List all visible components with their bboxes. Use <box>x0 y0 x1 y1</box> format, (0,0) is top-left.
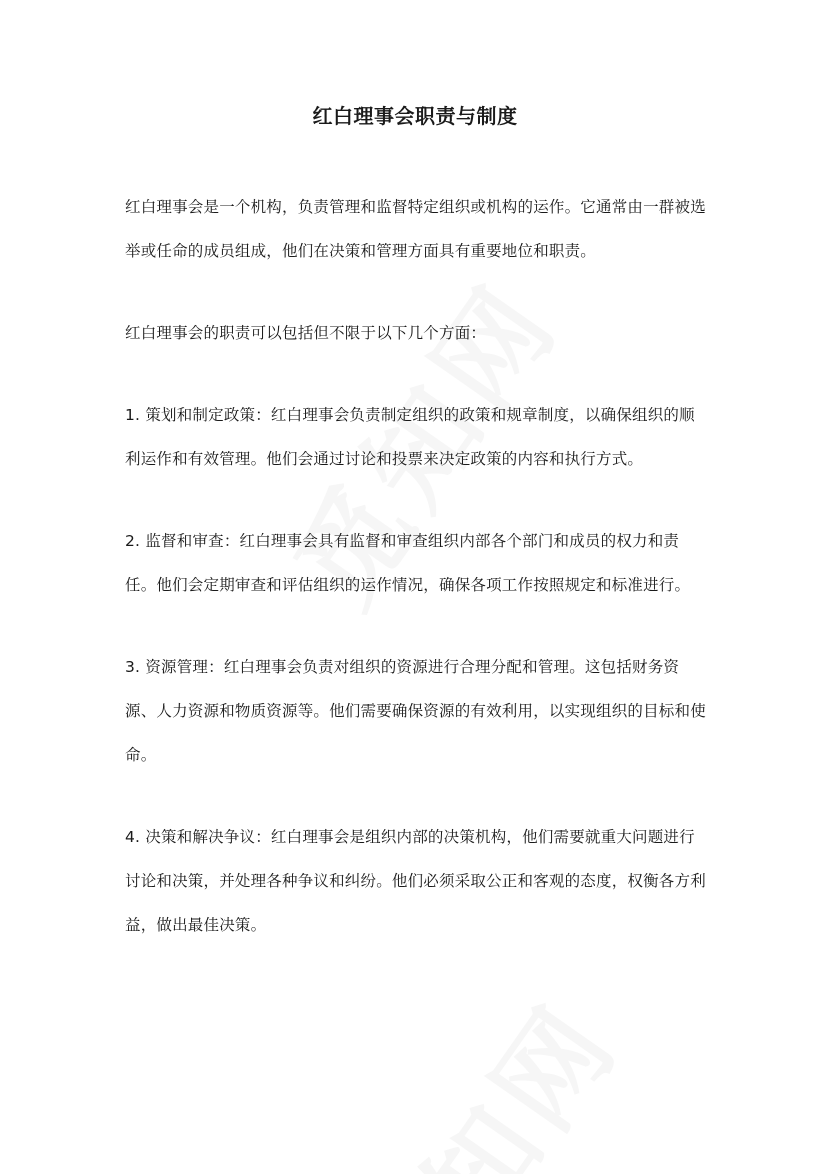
paragraph-item-4: 4. 决策和解决争议：红白理事会是组织内部的决策机构，他们需要就重大问题进行讨论和决策，并处理各种争议和纠纷。他们必须采取公正和客观的态度，权衡各方利益，做出最佳决策。 <box>125 828 706 934</box>
watermark <box>312 966 648 1174</box>
paragraph-intro: 红白理事会是一个机构，负责管理和监督特定组织或机构的运作。它通常由一群被选举或任命的成员组成，他们在决策和管理方面具有重要地位和职责。 <box>125 198 706 260</box>
paragraph-item-2: 2. 监督和审查：红白理事会具有监督和审查组织内部各个部门和成员的权力和责任。他们会定期审查和评估组织的运作情况，确保各项工作按照规定和标准进行。 <box>125 532 691 594</box>
paragraph-item-1: 1. 策划和制定政策：红白理事会负责制定组织的政策和规章制度，以确保组织的顺利运作和有效管理。他们会通过讨论和投票来决定政策的内容和执行方式。 <box>125 406 695 468</box>
paragraph-item-3: 3. 资源管理：红白理事会负责对组织的资源进行合理分配和管理。这包括财务资源、人力资源和物质资源等。他们需要确保资源的有效利用，以实现组织的目标和使命。 <box>125 658 706 764</box>
paragraph-duties-lead: 红白理事会的职责可以包括但不限于以下几个方面： <box>125 324 487 342</box>
document-title: 红白理事会职责与制度 <box>312 104 518 128</box>
document-body <box>125 185 710 985</box>
